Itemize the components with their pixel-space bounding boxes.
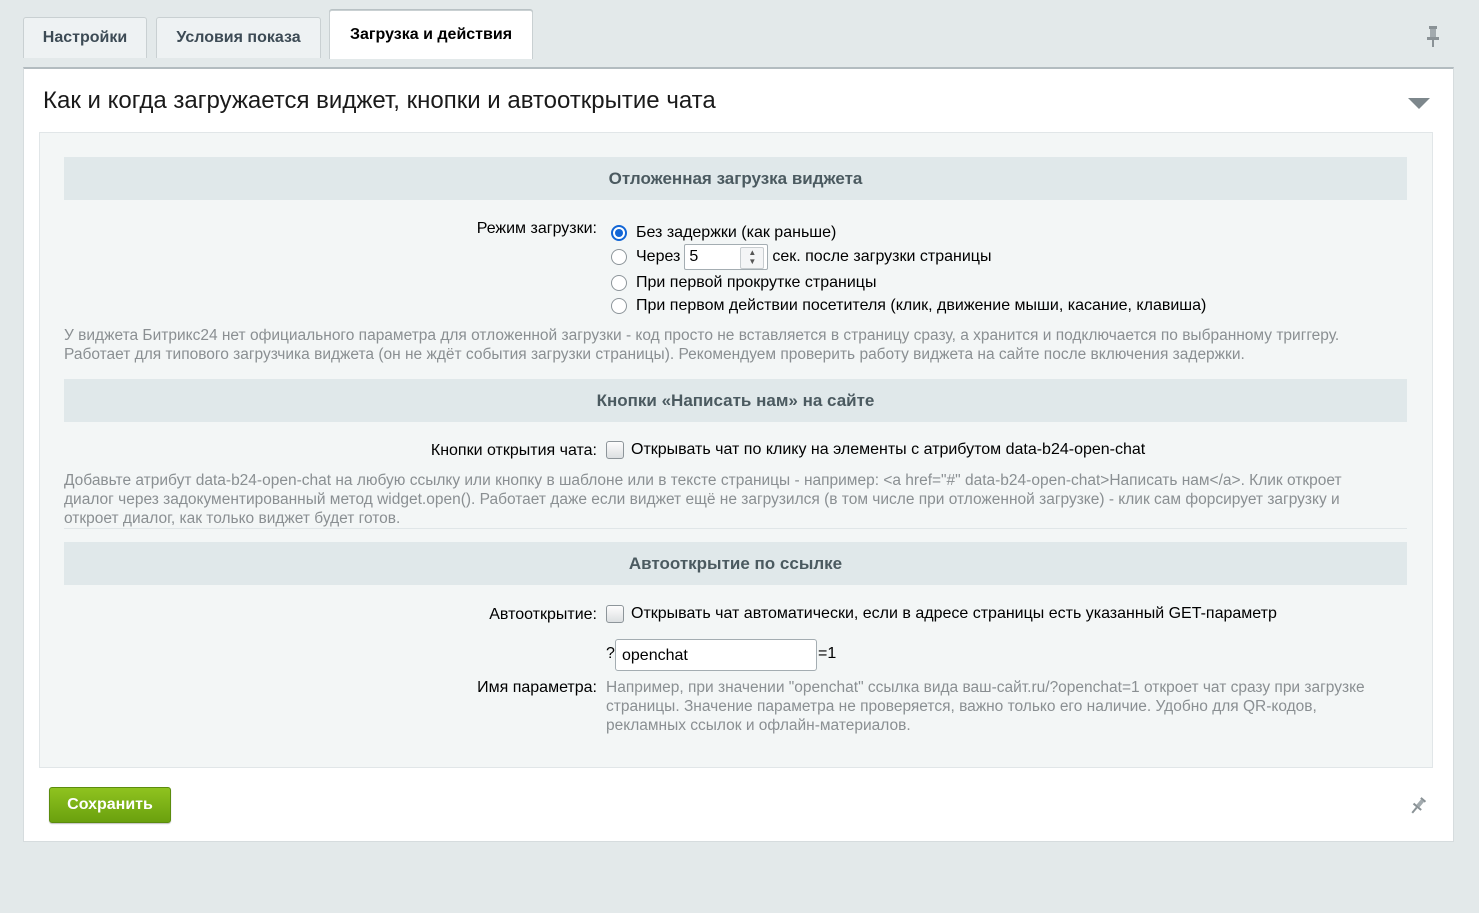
save-button[interactable]: Сохранить	[49, 787, 171, 823]
settings-panel	[23, 67, 1454, 842]
option-after-seconds[interactable]	[611, 244, 991, 270]
open-chat-on-click-label: Открывать чат по клику на элементы с атрибутом data-b24-open-chat	[631, 441, 1146, 458]
pin-icon[interactable]	[1408, 796, 1428, 816]
buttons-hint	[64, 471, 1414, 528]
option-after-prefix: Через	[636, 248, 681, 265]
section-divider	[64, 528, 1407, 529]
option-no-delay-label: Без задержки (как раньше)	[636, 224, 837, 241]
option-on-action[interactable]	[611, 297, 1206, 315]
radio-after-seconds[interactable]	[611, 249, 627, 265]
tab-settings[interactable]: Настройки	[23, 17, 147, 58]
param-name-value: openchat	[622, 647, 688, 664]
radio-on-action[interactable]	[611, 298, 627, 314]
section-heading-delayed: Отложенная загрузка виджета	[64, 157, 1407, 200]
chat-buttons-label: Кнопки открытия чата:	[430, 442, 597, 459]
open-chat-on-click-checkbox[interactable]	[606, 441, 624, 459]
delay-seconds-value: 5	[689, 248, 699, 265]
collapse-arrow-icon[interactable]	[1407, 96, 1431, 110]
delayed-hint-line-1: У виджета Битрикс24 нет официального параметра для отложенной загрузки - код просто не вставляется в страницу сразу, а хранится и подключается по выбранному триггеру.	[64, 327, 1340, 344]
tab-loading-actions[interactable]: Загрузка и действия	[329, 10, 533, 59]
pin-icon[interactable]	[1424, 24, 1442, 48]
option-on-scroll-label: При первой прокрутке страницы	[636, 274, 877, 291]
option-on-action-label: При первом действии посетителя (клик, движение мыши, касание, клавиша)	[636, 297, 1207, 314]
radio-no-delay[interactable]	[611, 225, 627, 241]
tab-display-conditions[interactable]: Условия показа	[156, 17, 321, 58]
param-name-label: Имя параметра:	[477, 679, 597, 696]
buttons-hint-line-2: диалог через задокументированный метод widget.open(). Работает даже если виджет ещё не загрузился (в том числе при отложенной загрузке) - клик сам форсирует загрузку и	[64, 491, 1340, 508]
autoopen-label: Автооткрытие:	[489, 606, 597, 623]
delayed-hint-line-2: Работает для типового загрузчика виджета (он не ждёт события загрузки страницы). Рекомендуем проверить работу виджета на сайте после включения задержки.	[64, 346, 1245, 363]
option-on-scroll[interactable]	[611, 274, 876, 292]
open-chat-on-click-option[interactable]	[606, 441, 1145, 459]
autoopen-hint-line-2: страницы. Значение параметра не проверяется, важно только его наличие. Удобно для QR-кодов,	[606, 698, 1317, 715]
buttons-hint-line-1: Добавьте атрибут data-b24-open-chat на любую ссылку или кнопку в шаблоне или в тексте страницы - например: <a href="#" data-b24-open-chat>Написать нам</a>. Клик откроет	[64, 472, 1342, 489]
load-mode-label: Режим загрузки:	[476, 220, 597, 237]
autoopen-option[interactable]	[606, 605, 1277, 623]
buttons-hint-line-3: откроет диалог, как только виджет будет готов.	[64, 510, 401, 527]
autoopen-hint-line-1: Например, при значении "openchat" ссылка вида ваш-сайт.ru/?openchat=1 откроет чат сразу при загрузке	[606, 679, 1365, 696]
radio-on-scroll[interactable]	[611, 275, 627, 291]
param-suffix: =1	[818, 645, 837, 662]
autoopen-hint	[606, 678, 1416, 735]
page-title: Как и когда загружается виджет, кнопки и автооткрытие чата	[43, 87, 716, 114]
autoopen-checkbox[interactable]	[606, 605, 624, 623]
section-heading-autoopen: Автооткрытие по ссылке	[64, 542, 1407, 585]
spin-arrows-icon[interactable]: ▲ ▼	[740, 247, 764, 269]
autoopen-hint-line-3: рекламных ссылок и офлайн-материалов.	[606, 717, 911, 734]
option-no-delay[interactable]	[611, 224, 836, 242]
param-prefix: ?	[606, 645, 615, 662]
option-after-suffix: сек. после загрузки страницы	[772, 248, 992, 265]
delay-seconds-input[interactable]	[684, 244, 768, 270]
section-heading-buttons: Кнопки «Написать нам» на сайте	[64, 379, 1407, 422]
delayed-hint	[64, 326, 1414, 364]
autoopen-checkbox-label: Открывать чат автоматически, если в адресе страницы есть указанный GET-параметр	[631, 605, 1277, 622]
param-name-input[interactable]	[615, 639, 817, 671]
form-area	[39, 132, 1433, 768]
